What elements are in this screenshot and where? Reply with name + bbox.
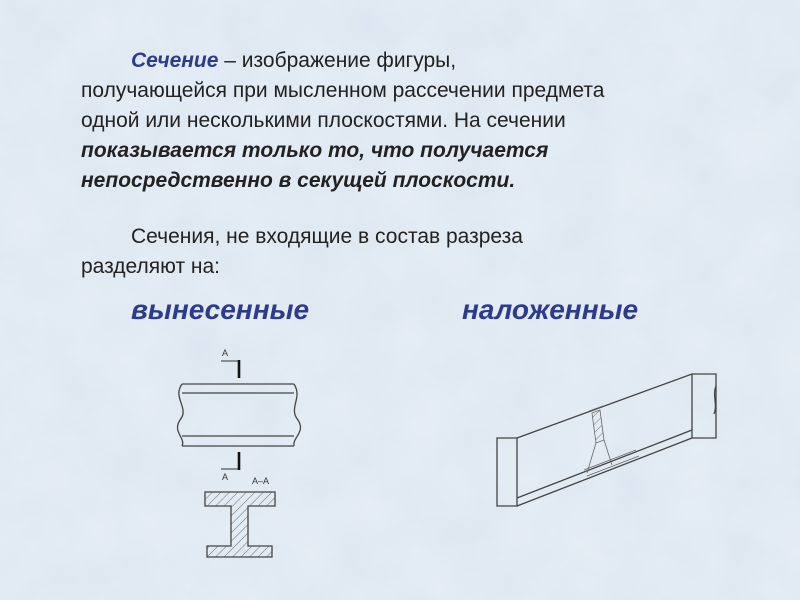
definition-line-3: одной или несколькими плоскостями. На сечении [81, 109, 566, 132]
removed-section-drawing [177, 360, 300, 557]
cut-label-top: А [222, 348, 229, 358]
definition-line-5: непосредственно в секущей плоскости. [81, 169, 516, 192]
definition-line-1: – изображение фигуры, [218, 49, 457, 72]
section-title-label: А–А [252, 476, 270, 486]
type-superimposed-sections: наложенные [462, 294, 639, 325]
definition-line-2: получающейся при мысленном рассечении предмета [81, 79, 605, 102]
classification-line-2: разделяют на: [81, 255, 221, 278]
definition-line-4: показывается только то, что получается [81, 139, 549, 162]
classification-line-1: Сечения, не входящие в состав разреза [131, 225, 523, 248]
type-removed-sections: вынесенные [131, 294, 310, 325]
cut-label-bottom: А [222, 472, 229, 482]
term-section: Сечение [131, 49, 219, 72]
superimposed-section-drawing [497, 374, 716, 506]
